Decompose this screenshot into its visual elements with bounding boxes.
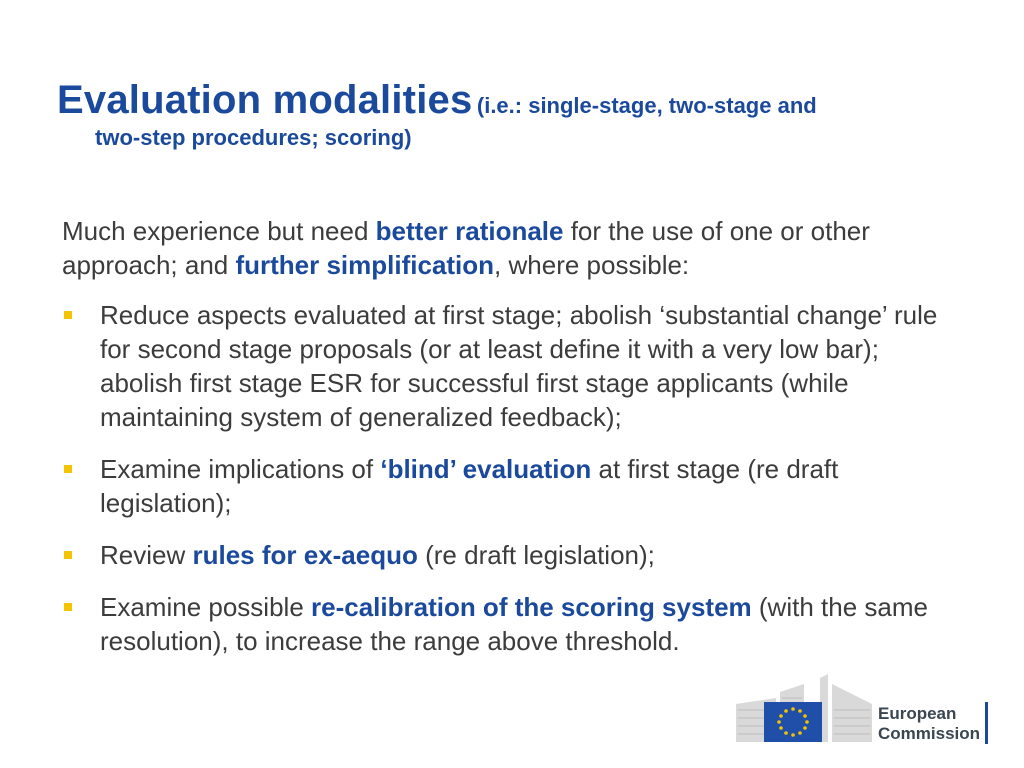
title-subtitle-line1: (i.e.: single-stage, two-stage and <box>476 93 817 118</box>
bullet-square-icon <box>64 551 72 559</box>
bullet-list <box>62 298 962 658</box>
bullet-item <box>62 298 962 434</box>
bullet-text: Examine implications of <box>100 454 381 484</box>
title-main: Evaluation modalities <box>57 78 473 122</box>
bullet-text: Reduce aspects evaluated at first stage; abolish ‘substantial change’ rule for second stage proposals (or at least define it with a very low bar); abolish first stage ESR for successful first stage applicants (while maintaining system of generalized feedback); <box>100 300 938 432</box>
title-subtitle-line2: two-step procedures; scoring) <box>95 125 412 150</box>
bullet-text: (with the same resolution), to increase the range above threshold. <box>100 592 928 656</box>
logo-line2: Commission <box>878 724 981 743</box>
intro-text-1: Much experience but need <box>62 216 376 246</box>
bullet-square-icon <box>64 603 72 611</box>
logo-divider <box>985 702 988 744</box>
slide-body <box>62 214 962 676</box>
bullet-text: at first stage (re draft legislation); <box>100 454 839 518</box>
bullet-accent: rules for ex-aequo <box>192 540 418 570</box>
intro-text-2: for the use of one or other approach; and <box>62 216 870 280</box>
european-commission-logo <box>736 674 996 746</box>
bullet-square-icon <box>64 311 72 319</box>
bullet-accent: ‘blind’ evaluation <box>380 454 592 484</box>
commission-building-icon <box>736 674 876 746</box>
logo-line1: European <box>878 704 957 723</box>
logo-wordmark <box>878 704 980 744</box>
bullet-item <box>62 452 962 520</box>
intro-paragraph <box>62 214 962 282</box>
bullet-square-icon <box>64 465 72 473</box>
bullet-accent: re-calibration of the scoring system <box>311 592 752 622</box>
bullet-item <box>62 538 962 572</box>
bullet-item <box>62 590 962 658</box>
bullet-text: Review <box>100 540 193 570</box>
slide-title <box>57 78 937 151</box>
bullet-text: (re draft legislation); <box>417 540 655 570</box>
intro-accent-2: further simplification <box>235 250 495 280</box>
intro-text-3: , where possible: <box>494 250 690 280</box>
intro-accent-1: better rationale <box>375 216 564 246</box>
bullet-text: Examine possible <box>100 592 311 622</box>
